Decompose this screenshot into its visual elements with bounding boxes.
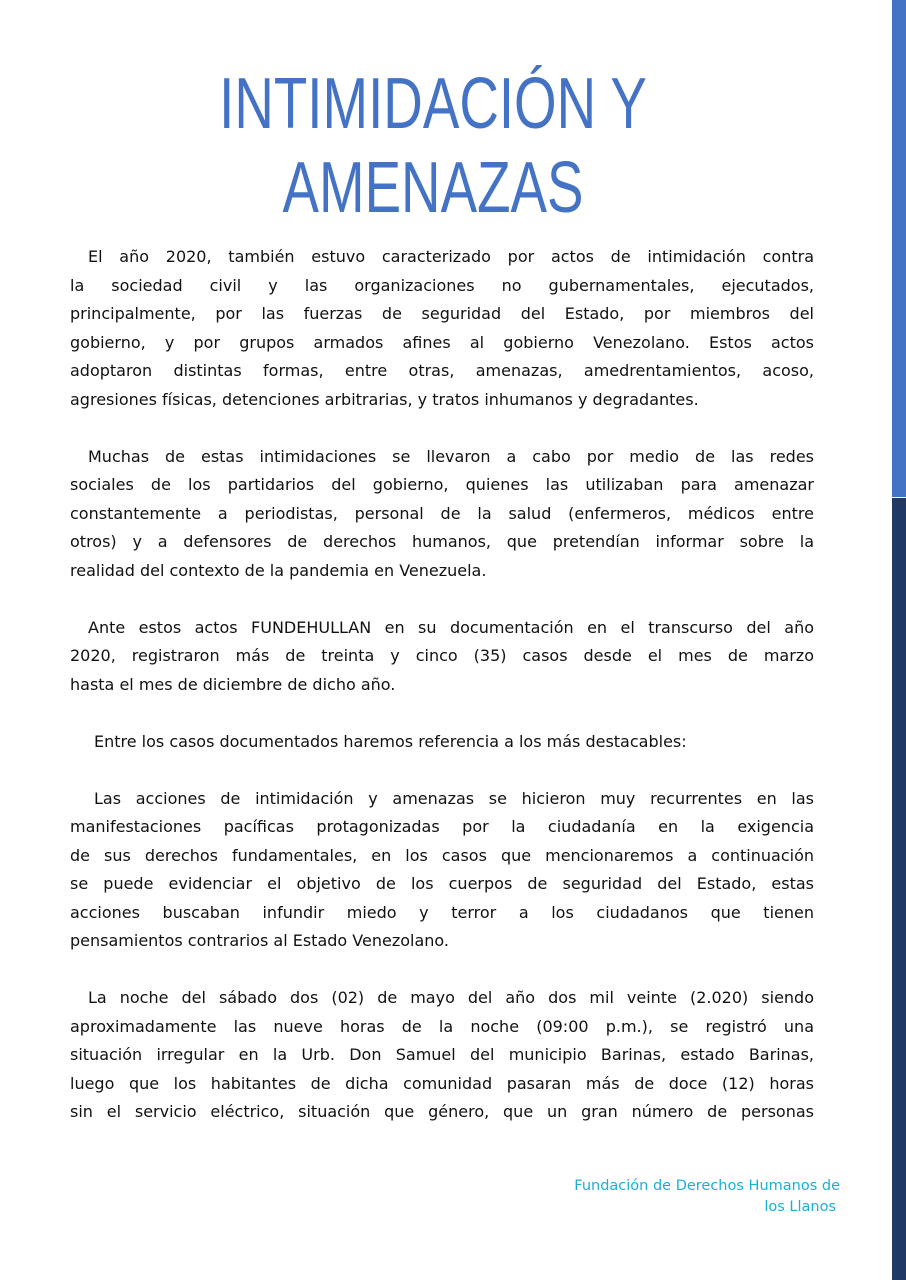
- paragraph-line: se puede evidenciar el objetivo de los cuerpos de seguridad del Estado, estas: [70, 874, 814, 893]
- paragraph-line: gobierno, y por grupos armados afines al gobierno Venezolano. Estos actos: [70, 332, 814, 352]
- paragraph-line: El año 2020, también estuvo caracterizado por actos de intimidación contra: [88, 247, 814, 266]
- document-body: [70, 243, 814, 1155]
- paragraph-line: 2020, registraron más de treinta y cinco (35) casos desde el mes de marzo: [70, 646, 814, 665]
- page-title-line: INTIMIDACIÓN Y: [219, 64, 647, 144]
- paragraph-line: Muchas de estas intimidaciones se llevaron a cabo por medio de las redes: [88, 446, 814, 466]
- paragraph-line: adoptaron distintas formas, entre otras, amenazas, amedrentamientos, acoso,: [70, 361, 814, 380]
- footer-line: Fundación de Derechos Humanos de: [574, 1178, 840, 1194]
- paragraph-line: sociales de los partidarios del gobierno, quienes las utilizaban para amenazar: [70, 475, 814, 494]
- paragraph-line: Entre los casos documentados haremos referencia a los más destacables:: [94, 731, 687, 751]
- paragraph-line: hasta el mes de diciembre de dicho año.: [70, 674, 396, 694]
- paragraph-line: La noche del sábado dos (02) de mayo del año dos mil veinte (2.020) siendo: [88, 988, 814, 1007]
- paragraph-line: Las acciones de intimidación y amenazas se hicieron muy recurrentes en las: [94, 788, 814, 808]
- paragraph: [70, 243, 814, 414]
- paragraph-line: acciones buscaban infundir miedo y terror a los ciudadanos que tienen: [70, 902, 814, 922]
- paragraph-line: de sus derechos fundamentales, en los casos que mencionaremos a continuación: [70, 845, 814, 865]
- paragraph-line: situación irregular en la Urb. Don Samuel del municipio Barinas, estado Barinas,: [70, 1045, 814, 1064]
- paragraph-line: sin el servicio eléctrico, situación que género, que un gran número de personas: [70, 1102, 814, 1121]
- paragraph-line: aproximadamente las nueve horas de la noche (09:00 p.m.), se registró una: [70, 1016, 814, 1036]
- footer-line: los Llanos: [764, 1199, 836, 1215]
- paragraph-line: pensamientos contrarios al Estado Venezolano.: [70, 931, 449, 950]
- paragraph: [70, 443, 814, 586]
- paragraph-line: luego que los habitantes de dicha comunidad pasaran más de doce (12) horas: [70, 1073, 814, 1093]
- paragraph-line: la sociedad civil y las organizaciones no gubernamentales, ejecutados,: [70, 275, 814, 295]
- paragraph-line: agresiones físicas, detenciones arbitrarias, y tratos inhumanos y degradantes.: [70, 389, 699, 409]
- paragraph-line: otros) y a defensores de derechos humanos, que pretendían informar sobre la: [70, 532, 814, 551]
- side-accent-bar-top: [892, 0, 906, 497]
- paragraph: [70, 984, 814, 1127]
- paragraph: [70, 728, 814, 757]
- page-title: [0, 62, 866, 230]
- paragraph-line: principalmente, por las fuerzas de seguridad del Estado, por miembros del: [70, 304, 814, 323]
- paragraph-line: realidad del contexto de la pandemia en Venezuela.: [70, 560, 487, 580]
- paragraph: [70, 785, 814, 956]
- footer-organization: [574, 1176, 840, 1218]
- paragraph-line: constantemente a periodistas, personal de la salud (enfermeros, médicos entre: [70, 503, 814, 523]
- side-accent-bar-bottom: [892, 498, 906, 1280]
- page-title-line: AMENAZAS: [282, 148, 584, 228]
- paragraph-line: manifestaciones pacíficas protagonizadas por la ciudadanía en la exigencia: [70, 817, 814, 836]
- paragraph-line: Ante estos actos FUNDEHULLAN en su documentación en el transcurso del año: [88, 617, 814, 637]
- paragraph: [70, 614, 814, 700]
